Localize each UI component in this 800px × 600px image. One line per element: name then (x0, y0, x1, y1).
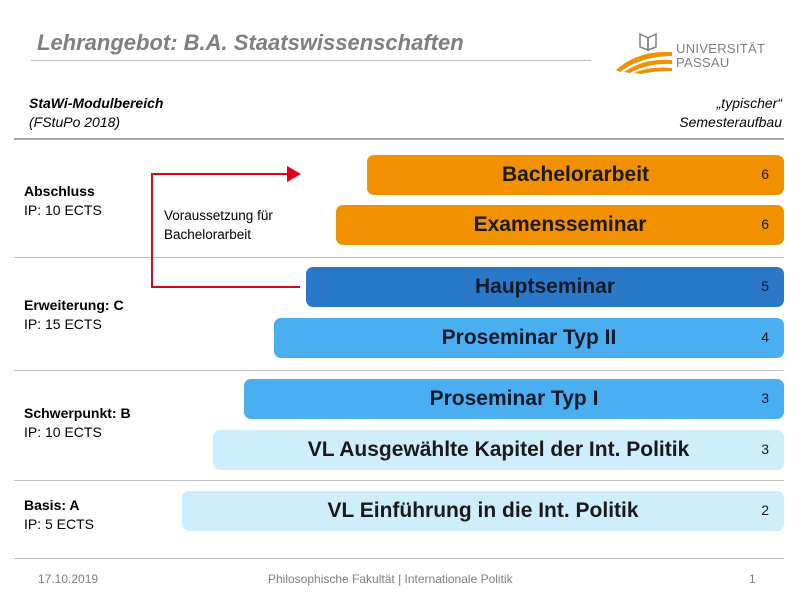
semester-number: 5 (761, 278, 769, 294)
course-label: Proseminar Typ II (441, 326, 617, 349)
prerequisite-note-line2: Bachelorarbeit (164, 227, 252, 242)
footer-page-number: 1 (749, 572, 756, 586)
category-name: Schwerpunkt: B (24, 405, 131, 421)
module-area-title: StaWi-Modulbereich (29, 95, 164, 111)
category-ects: IP: 10 ECTS (24, 202, 102, 218)
footer-date: 17.10.2019 (38, 572, 99, 586)
slide-title: Lehrangebot: B.A. Staatswissenschaften (37, 30, 464, 55)
semester-number: 2 (761, 502, 769, 518)
category-name: Erweiterung: C (24, 297, 124, 313)
category-ects: IP: 10 ECTS (24, 424, 102, 440)
category-name: Basis: A (24, 497, 80, 513)
category-ects: IP: 5 ECTS (24, 516, 95, 532)
semester-header-line2: Semesteraufbau (679, 114, 782, 130)
course-label: VL Einführung in die Int. Politik (327, 499, 639, 522)
semester-number: 6 (761, 166, 769, 182)
logo-text-line1: UNIVERSITÄT (676, 41, 766, 56)
prerequisite-note-line1: Voraussetzung für (164, 208, 273, 223)
logo-text-line2: PASSAU (676, 55, 730, 70)
course-label: Bachelorarbeit (501, 163, 650, 186)
course-label: Proseminar Typ I (429, 387, 599, 410)
arrowhead-icon (287, 166, 301, 182)
category-ects: IP: 15 ECTS (24, 316, 102, 332)
footer-faculty: Philosophische Fakultät | Internationale Politik (268, 572, 513, 586)
course-label: Hauptseminar (474, 275, 616, 298)
module-area-subtitle: (FStuPo 2018) (29, 114, 121, 130)
course-label: VL Ausgewählte Kapitel der Int. Politik (307, 438, 690, 461)
category-name: Abschluss (24, 183, 95, 199)
prerequisite-note (164, 206, 273, 244)
semester-number: 3 (761, 390, 769, 406)
semester-number: 6 (761, 216, 769, 232)
course-label: Examensseminar (473, 213, 647, 236)
semester-header-line1: „typischer“ (716, 95, 782, 111)
semester-number: 4 (761, 329, 769, 345)
semester-number: 3 (761, 441, 769, 457)
